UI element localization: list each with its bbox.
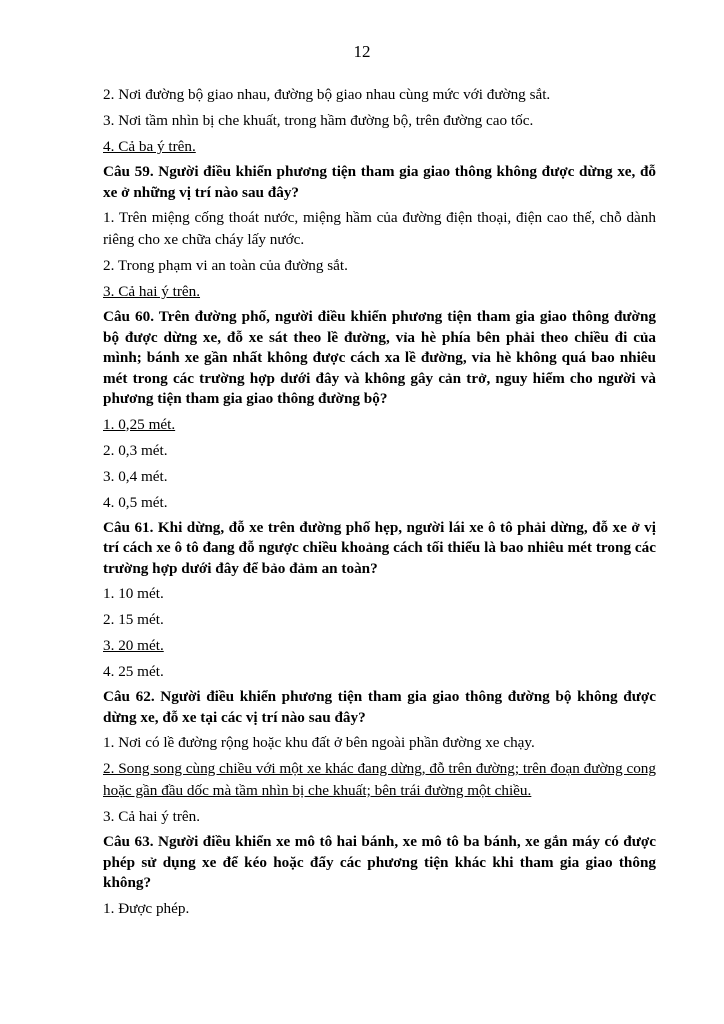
- answer-option: 2. 15 mét.: [103, 611, 164, 628]
- answer-option-correct: 3. 20 mét.: [103, 637, 164, 654]
- answer-option-correct: 4. Cả ba ý trên.: [103, 138, 196, 155]
- answer-option: 3. Nơi tầm nhìn bị che khuất, trong hầm đường bộ, trên đường cao tốc.: [103, 112, 534, 129]
- question-63: Câu 63. Người điều khiển xe mô tô hai bánh, xe mô tô ba bánh, xe gắn máy có được phép sử dụng xe để kéo hoặc đẩy các phương tiện khác khi tham gia giao thông không?: [103, 833, 656, 891]
- question-59: Câu 59. Người điều khiển phương tiện tham gia giao thông không được dừng xe, đỗ xe ở những vị trí nào sau đây?: [103, 163, 656, 201]
- answer-option-correct: 2. Song song cùng chiều với một xe khác đang dừng, đỗ trên đường; trên đoạn đường cong hoặc gần đầu dốc mà tầm nhìn bị che khuất; bên trái đường một chiều.: [103, 760, 656, 799]
- answer-option: 4. 25 mét.: [103, 663, 164, 680]
- answer-option: 4. 0,5 mét.: [103, 493, 168, 511]
- answer-option: 3. Cả hai ý trên.: [103, 808, 201, 825]
- answer-option: 1. Nơi có lề đường rộng hoặc khu đất ở bên ngoài phần đường xe chạy.: [103, 734, 535, 751]
- answer-option: 1. Trên miệng cống thoát nước, miệng hầm của đường điện thoại, điện cao thế, chỗ dành riêng cho xe chữa cháy lấy nước.: [103, 209, 656, 248]
- question-62: Câu 62. Người điều khiển phương tiện tham gia giao thông đường bộ không được dừng xe, đỗ xe tại các vị trí nào sau đây?: [103, 688, 656, 726]
- answer-option-correct: 3. Cả hai ý trên.: [103, 283, 201, 300]
- answer-option-correct: 1. 0,25 mét.: [103, 415, 176, 433]
- answer-option: 2. 0,3 mét.: [103, 441, 168, 459]
- answer-option: 1. Được phép.: [103, 899, 190, 917]
- question-60: Câu 60. Trên đường phố, người điều khiển phương tiện tham gia giao thông đường bộ được dừng xe, đỗ xe sát theo lề đường, vỉa hè phía bên phải theo chiều đi của mình; bánh xe gần nhất không được cách xa lề đường, vỉa hè không quá bao nhiêu mét trong các trường hợp dưới đây và không gây cản trở, nguy hiểm cho người và phương tiện tham gia giao thông đường bộ?: [103, 308, 656, 407]
- question-61: Câu 61. Khi dừng, đỗ xe trên đường phố hẹp, người lái xe ô tô phải dừng, đỗ xe ở vị trí cách xe ô tô đang đỗ ngược chiều khoảng cách tối thiểu là bao nhiêu mét trong các trường hợp dưới đây để bảo đảm an toàn?: [103, 518, 656, 577]
- answer-option: 3. 0,4 mét.: [103, 467, 168, 485]
- answer-option: 1. 10 mét.: [103, 585, 164, 602]
- page-content: [103, 84, 656, 924]
- page-number: 12: [353, 42, 371, 61]
- answer-option: 2. Nơi đường bộ giao nhau, đường bộ giao nhau cùng mức với đường sắt.: [103, 86, 551, 103]
- answer-option: 2. Trong phạm vi an toàn của đường sắt.: [103, 257, 348, 274]
